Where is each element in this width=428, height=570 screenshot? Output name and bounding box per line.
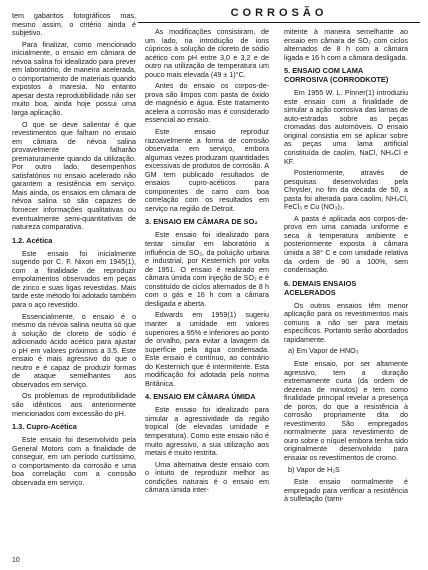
section-heading: 6. DEMAIS ENSAIOS ACELERADOS: [284, 278, 357, 297]
page-header: [138, 4, 420, 23]
paragraph: Essencialmente, o ensaio é o mesmo da névoa salina neutra só que à solução de cloreto de sódio é adicionado ácido acético para ajustar o pH em valores próximos a 3,5. Este ensaio é mais agressivo do que o neutro e é capaz de produzir formas de ataque semelhantes aos observados em serviço.: [12, 311, 136, 389]
section-title: CORROSÃO: [230, 7, 328, 19]
paragraph: Este ensaio foi idealizado para simular a agressividade da região tropical (de elevadas umidade e temperatura). Como este ensaio não é muito agressivo, a sua utilização aos metais é muito restrita.: [145, 405, 269, 458]
paragraph: Para finalizar, como mencionado inicialmente, o ensaio em câmara de névoa salina foi idealizado para prever em laboratório, de maneira acelerada, o comportamento de materiais quando expostos à maresia. No entanto apesar desta reprodutibilidade não ser muito boa, ainda hoje possui uma larga aplicação.: [12, 39, 136, 118]
paragraph: As modificações consistiram, de um lado, na introdução de íons cúpricos à solução de cloreto de sódio acético com pH entre 3,0 e 3,2 e de outro na utilização de temperatura um pouco mais elevada (49 ± 1)°C.: [145, 27, 269, 79]
section-heading: 4. ENSAIO EM CÂMARA ÚMIDA: [145, 392, 256, 402]
paragraph: A pasta é aplicada aos corpos-de-prova em uma camada uniforme e seca à temperatura ambiente e posteriormente exposta à câmara úmida a 38° C e com umidade relativa da ordem de 90 a 100%, sem condensação.: [284, 213, 408, 275]
paragraph: tem gabaritos fotográficos mas, mesmo assim, o critério ainda é subjetivo.: [12, 11, 136, 38]
paragraph: Edwards em 1959(1) sugeriu manter a umidade em valores superiores a 95% e inferiores ao ponto de orvalho, para evitar a lavagem da superfície pela água condensada. Este ensaio é contínuo, ao contrário do Kesternich que é intermitente. Esta modificação foi adotada pela norma Britânica.: [145, 310, 269, 388]
paragraph: Em 1955 W. L. Pinner(1) introduziu este ensaio com a finalidade de simular a ação corrosiva das lamas de auto-estradas sobre as peças cromadas dos automóveis. O ensaio original consistia em se aplicar sobre as peças uma lama artificial constituída de caolim, NaCl, NH₄Cl e KF.: [284, 88, 408, 166]
paragraph: Os problemas de reprodutibilidade são idênticos aos anteriormente mencionados com excessão do pH.: [12, 391, 136, 418]
column-1: [12, 12, 136, 490]
paragraph: Os outros ensaios têm menor aplicação para os revestimentos mais comuns a não ser para metais específicos. Portanto serão abordados rapidamente.: [284, 300, 408, 344]
paragraph: Este ensaio foi desenvolvido pela General Motors com a finalidade de conseguir, em um período curtíssimo, o comportamento da corrosão e uma boa correlação com a corrosão observada em serviço.: [12, 435, 136, 487]
section-heading: 5. ENSAIO COM LAMA CORROSIVA (CORRODKOTE): [284, 66, 389, 85]
item-heading: a) Em Vapor de HNO₃: [288, 346, 359, 356]
paragraph: Este ensaio normalmente é empregado para verificar a resistência à sulfetação (tarni-: [284, 477, 408, 504]
subsection-heading: 1.3. Cupro-Acética: [12, 422, 77, 432]
paragraph: Antes do ensaio os corpos-de-prova são limpos com pasta de óxido de magnésio e água. Este tratamento acelera a corrosão mas é considerado essencial ao ensaio.: [145, 81, 269, 125]
item-heading: b) Vapor de H₂S: [288, 464, 340, 474]
paragraph: Este ensaio foi inicialmente sugerido por C. F. Nixon em 1945(1), com a finalidade de reproduzir empolamentos observados em peças de zinco e suas ligas revestidas. Mais tarde este método foi adotado também para o aço revestido.: [12, 248, 136, 309]
paragraph: Este ensaio reproduz razoavelmente a forma de corrosão observada em serviço, embora algumas vezes produzam quantidades excessivas de produtos de corrosão. A GM tem publicado resultados de ensaios cupro-acéticos para componentes de carro com boa correlação com os resultados em serviço na região de Detroit.: [145, 127, 269, 213]
subsection-heading: 1.2. Acética: [12, 235, 53, 245]
paragraph: O que se deve salientar é que revestimentos que falham no ensaio em câmara de névoa salina provavelmente falharão prematuramente quando da utilização. Por outro lado, desempenhos satisfatórios no ensaio acelerado não garantem a resistência em serviço. Mais ainda, os ensaios em câmara de névoa salina só são capazes de fornecer informações qualitativas ou eventualmente semi-quantitativas de natureza comparativa.: [12, 119, 136, 232]
page-number: 10: [12, 557, 20, 564]
paragraph: Este ensaio, por ser altamente agressivo, tem a duração extremamente curta (da ordem de dezenas de minutos) e tem como finalidade principal revelar a presença de poros, do que a resistência à corrosão propriamente dita do revestimento. São empregados normalmente para revestimento de ouro sobre o níquel embora tenha sido originalmente desenvolvido para ensaiar os revestimentos de cromo.: [284, 358, 408, 462]
column-2: [145, 28, 269, 498]
paragraph: Este ensaio foi idealizado para tentar simular em laboratório a influência de SO₂, da poluição urbana e industrial, por Kesternich por volta de 1951. O ensaio é realizado em câmara úmida com injeção de SO₂ e é constituído de ciclos alternados de 8 h com o gás e 16 h com a câmara desligada e aberta.: [145, 230, 269, 308]
column-3: [284, 28, 408, 507]
section-heading: 3. ENSAIO EM CÂMARA DE SO₂: [145, 217, 258, 227]
paragraph: mitente à maneira semelhante ao ensaio em câmara de SO₂ com ciclos alternados de 8 h com a câmara ligada e 16 h com a câmara desligada.: [284, 27, 408, 62]
paragraph: Posteriormente, através de pesquisas desenvolvidas pela Chrysler, no fim da década de 50, a pasta foi alterada para caolim, NH₄Cl, FeCl₃ e Cu (NO₃)₂.: [284, 168, 408, 212]
paragraph: Uma alternativa deste ensaio com o intuito de reproduzir melhor as condições naturais é o ensaio em câmara úmida inter-: [145, 459, 269, 495]
